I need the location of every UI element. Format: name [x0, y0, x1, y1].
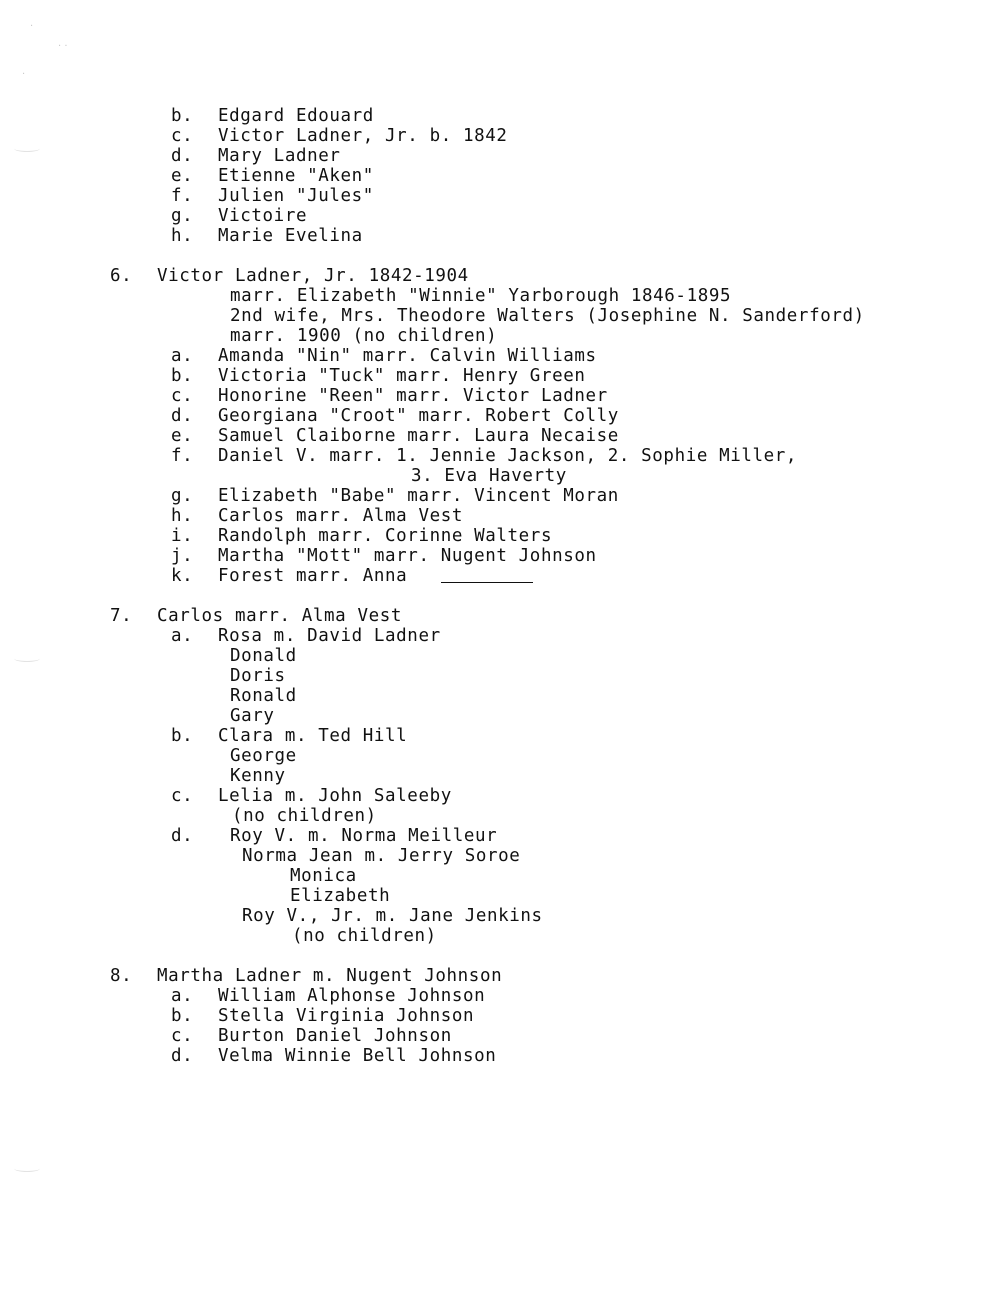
list-item-letter: a. [171, 626, 194, 646]
list-item-text: Martha "Mott" marr. Nugent Johnson [218, 546, 597, 566]
list-item-letter: f. [171, 446, 194, 466]
list-item-letter: b. [171, 726, 194, 746]
list-item-text: Velma Winnie Bell Johnson [218, 1046, 497, 1066]
scan-mark: · [30, 21, 34, 32]
section-heading: Carlos marr. Alma Vest [157, 606, 402, 626]
list-item-text: Marie Evelina [218, 226, 363, 246]
grandchild-name: Roy V., Jr. m. Jane Jenkins [242, 906, 543, 926]
list-item-letter: c. [171, 1026, 194, 1046]
section-number: 8. [110, 966, 133, 986]
list-item-letter: e. [171, 166, 194, 186]
list-item-letter: a. [171, 346, 194, 366]
list-item-continuation: 3. Eva Haverty [411, 466, 567, 486]
note-text: (no children) [232, 806, 377, 826]
grandchild-name: George [230, 746, 297, 766]
list-item-text: Burton Daniel Johnson [218, 1026, 452, 1046]
list-item-letter: c. [171, 786, 194, 806]
list-item-letter: d. [171, 1046, 194, 1066]
list-item-letter: j. [171, 546, 194, 566]
grandchild-name: Donald [230, 646, 297, 666]
section-heading: Martha Ladner m. Nugent Johnson [157, 966, 503, 986]
marriage-note: 2nd wife, Mrs. Theodore Walters (Josephine N. Sanderford) [230, 306, 865, 326]
list-item-letter: g. [171, 206, 194, 226]
great-grandchild-name: Elizabeth [290, 886, 391, 906]
list-item-letter: c. [171, 126, 194, 146]
section-heading: Victor Ladner, Jr. 1842-1904 [157, 266, 469, 286]
hole-punch-shadow [14, 145, 40, 152]
grandchild-name: Norma Jean m. Jerry Soroe [242, 846, 521, 866]
list-item-letter: a. [171, 986, 194, 1006]
blank-fill-line [441, 568, 533, 583]
marriage-note: marr. Elizabeth "Winnie" Yarborough 1846-1895 [230, 286, 732, 306]
note-text: (no children) [292, 926, 437, 946]
list-item-text: Mary Ladner [218, 146, 341, 166]
list-item-letter: h. [171, 506, 194, 526]
list-item-text: Forest marr. Anna [218, 566, 408, 586]
list-item-text: Julien "Jules" [218, 186, 374, 206]
list-item-letter: d. [171, 406, 194, 426]
grandchild-name: Kenny [230, 766, 286, 786]
great-grandchild-name: Monica [290, 866, 357, 886]
list-item-letter: d. [171, 826, 194, 846]
list-item-text: Carlos marr. Alma Vest [218, 506, 463, 526]
list-item-text: Amanda "Nin" marr. Calvin Williams [218, 346, 597, 366]
list-item-letter: h. [171, 226, 194, 246]
grandchild-name: Ronald [230, 686, 297, 706]
section-number: 7. [110, 606, 133, 626]
list-item-text: Clara m. Ted Hill [218, 726, 408, 746]
list-item-text: Victoria "Tuck" marr. Henry Green [218, 366, 586, 386]
list-item-text: William Alphonse Johnson [218, 986, 486, 1006]
list-item-letter: g. [171, 486, 194, 506]
marriage-note: marr. 1900 (no children) [230, 326, 498, 346]
hole-punch-shadow [14, 655, 40, 662]
list-item-text: Victor Ladner, Jr. b. 1842 [218, 126, 508, 146]
list-item-letter: f. [171, 186, 194, 206]
list-item-text: Roy V. m. Norma Meilleur [230, 826, 498, 846]
grandchild-name: Gary [230, 706, 275, 726]
grandchild-name: Doris [230, 666, 286, 686]
list-item-letter: k. [171, 566, 194, 586]
list-item-text: Elizabeth "Babe" marr. Vincent Moran [218, 486, 619, 506]
list-item-text: Victoire [218, 206, 308, 226]
list-item-text: Edgard Edouard [218, 106, 374, 126]
list-item-letter: b. [171, 106, 194, 126]
hole-punch-shadow [14, 1165, 40, 1172]
list-item-text: Etienne "Aken" [218, 166, 374, 186]
list-item-text: Samuel Claiborne marr. Laura Necaise [218, 426, 619, 446]
list-item-text: Randolph marr. Corinne Walters [218, 526, 553, 546]
scan-mark: · [22, 69, 26, 80]
list-item-text: Daniel V. marr. 1. Jennie Jackson, 2. Sophie Miller, [218, 446, 798, 466]
list-item-text: Georgiana "Croot" marr. Robert Colly [218, 406, 619, 426]
list-item-text: Stella Virginia Johnson [218, 1006, 475, 1026]
list-item-letter: b. [171, 1006, 194, 1026]
list-item-letter: d. [171, 146, 194, 166]
list-item-letter: i. [171, 526, 194, 546]
list-item-text: Honorine "Reen" marr. Victor Ladner [218, 386, 608, 406]
scan-mark: · · [58, 41, 68, 52]
list-item-letter: c. [171, 386, 194, 406]
section-number: 6. [110, 266, 133, 286]
list-item-letter: e. [171, 426, 194, 446]
list-item-text: Lelia m. John Saleeby [218, 786, 452, 806]
list-item-text: Rosa m. David Ladner [218, 626, 441, 646]
list-item-letter: b. [171, 366, 194, 386]
